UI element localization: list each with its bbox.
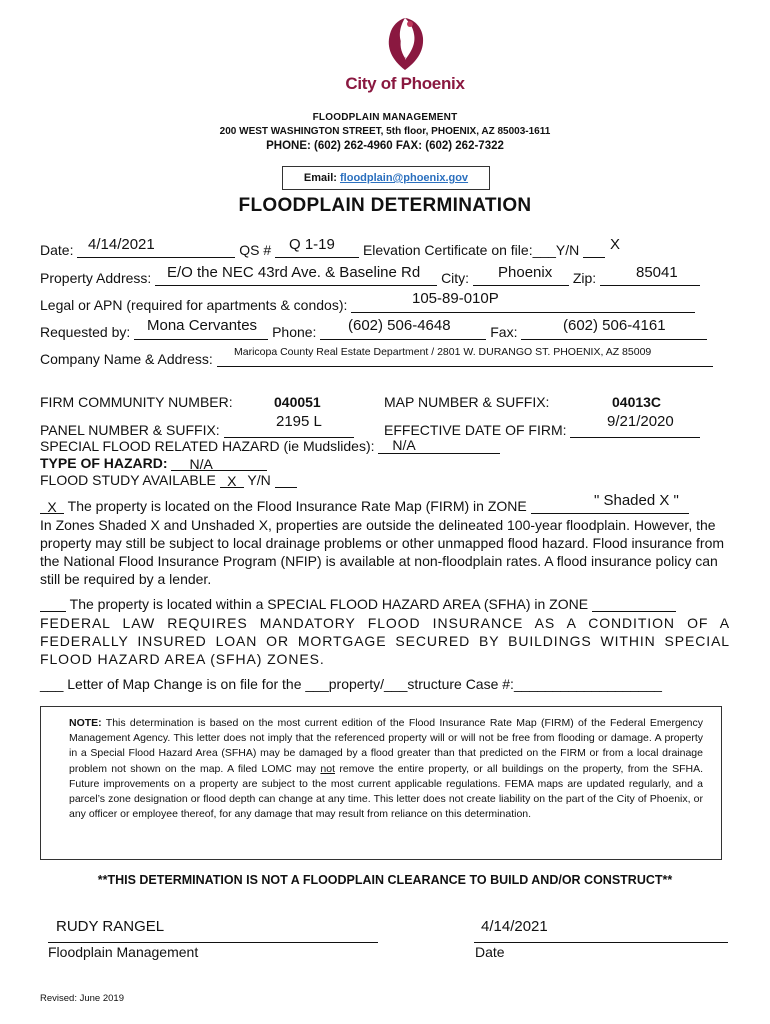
dept-phone: PHONE: (602) 262-4960 FAX: (602) 262-7322 bbox=[266, 140, 504, 152]
effective-field[interactable]: 9/21/2020 bbox=[607, 413, 674, 430]
sfha-paragraph: FEDERAL LAW REQUIRES MANDATORY FLOOD INSURANCE AS A CONDITION OF A FEDERALLY INSURED LOAN OR MORTGAGE SECURED BY BUILDINGS WITHIN SPECIAL FLOOD HAZARD AREA (SFHA) ZONES. bbox=[40, 615, 730, 667]
apn-label: Legal or APN (required for apartments & condos): bbox=[40, 297, 348, 313]
date-label: Date bbox=[475, 944, 505, 960]
signature-date: 4/14/2021 bbox=[481, 918, 548, 935]
lomc-line: ___ Letter of Map Change is on file for the ___property/___structure Case #:___________________ bbox=[40, 676, 662, 692]
signature-name: RUDY RANGEL bbox=[56, 918, 165, 935]
qs-field[interactable]: Q 1-19 bbox=[289, 236, 335, 253]
map-value: 04013C bbox=[612, 394, 662, 410]
study-suffix: Y/N bbox=[247, 472, 271, 488]
zone-row bbox=[40, 497, 689, 514]
zone-paragraph: In Zones Shaded X and Unshaded X, properties are outside the delineated 100-year floodplain. However, the property may still be subject to local drainage problems or other unmapped flood hazard. Flood insurance from the National Flood Insurance Program (NFIP) is available at non-floodplain rates. A flood insurance policy can still be required by a lender. bbox=[40, 517, 725, 587]
type-label: TYPE OF HAZARD: bbox=[40, 455, 168, 471]
date-label: Date: bbox=[40, 242, 74, 258]
map-label: MAP NUMBER & SUFFIX: bbox=[384, 394, 550, 410]
sfha-row bbox=[40, 596, 676, 612]
email-link[interactable]: floodplain@phoenix.gov bbox=[340, 172, 469, 184]
note-box bbox=[40, 706, 722, 860]
zip-label: Zip: bbox=[572, 270, 597, 286]
city-field[interactable]: Phoenix bbox=[498, 264, 553, 281]
qs-label: QS # bbox=[239, 242, 272, 258]
special-label: SPECIAL FLOOD RELATED HAZARD (ie Mudslides): bbox=[40, 438, 375, 454]
zone-check[interactable]: X bbox=[40, 499, 64, 514]
address-field[interactable]: E/O the NEC 43rd Ave. & Baseline Rd bbox=[167, 264, 421, 281]
apn-field[interactable]: 105-89-010P bbox=[412, 290, 499, 307]
page-title: FLOODPLAIN DETERMINATION bbox=[238, 195, 532, 216]
requested-field[interactable]: Mona Cervantes bbox=[147, 317, 258, 334]
note-label: NOTE: bbox=[69, 717, 102, 729]
elev-label: Elevation Certificate on file:___Y/N bbox=[362, 242, 580, 258]
city-logo bbox=[330, 14, 480, 98]
email-box bbox=[282, 166, 490, 190]
city-label: City: bbox=[441, 270, 470, 286]
community-value: 040051 bbox=[274, 394, 321, 410]
phone-field[interactable]: (602) 506-4648 bbox=[348, 317, 451, 334]
study-row bbox=[40, 472, 297, 488]
type-row bbox=[40, 455, 267, 471]
special-row bbox=[40, 437, 500, 454]
apn-row bbox=[40, 296, 695, 313]
effective-label: EFFECTIVE DATE OF FIRM: bbox=[384, 422, 567, 438]
fax-field[interactable]: (602) 506-4161 bbox=[563, 317, 666, 334]
requested-label: Requested by: bbox=[40, 324, 131, 340]
sfha-text: The property is located within a SPECIAL FLOOD HAZARD AREA (SFHA) in ZONE bbox=[69, 596, 589, 612]
date-line bbox=[474, 941, 728, 943]
panel-label: PANEL NUMBER & SUFFIX: bbox=[40, 422, 220, 438]
zone-text: The property is located on the Flood Insurance Rate Map (FIRM) in ZONE bbox=[67, 498, 527, 514]
phone-label: Phone: bbox=[272, 324, 317, 340]
panel-field[interactable]: 2195 L bbox=[276, 413, 322, 430]
clearance-notice: **THIS DETERMINATION IS NOT A FLOODPLAIN CLEARANCE TO BUILD AND/OR CONSTRUCT** bbox=[97, 873, 673, 887]
email-label: Email: bbox=[303, 172, 337, 184]
revised-note: Revised: June 2019 bbox=[40, 993, 124, 1004]
date-field[interactable]: 4/14/2021 bbox=[88, 236, 155, 253]
phoenix-bird-icon bbox=[382, 14, 428, 72]
note-text: NOTE: This determination is based on the most current edition of the Flood Insurance Rate Map (FIRM) of the Federal Emergency Management Agency. This letter does not imply that the referenced property will or will not be free from flooding or damage. A property in a Special Flood Hazard Area (SFHA) may be damaged by a flood greater than that predicted on the FIRM or from a local drainage problem not shown on the map. A filed LOMC may not remove the entire property, or all buildings on the property, from the SFHA. Future improvements on a property are subject to the most current applicable regulations. FEMA maps are updated regularly, and a parcel’s zone designation or flood depth can change at any time. This letter does not create liability on the part of the City of Phoenix, or any officer or employee thereof, for any damage that may result from reliance on this determination. bbox=[69, 717, 703, 821]
elev-field[interactable]: X bbox=[610, 236, 621, 253]
address-label: Property Address: bbox=[40, 270, 152, 286]
special-field[interactable]: N/A bbox=[378, 437, 500, 454]
zone-field[interactable]: " Shaded X " bbox=[594, 492, 679, 509]
fax-label: Fax: bbox=[490, 324, 518, 340]
signature-title: Floodplain Management bbox=[48, 944, 199, 960]
type-field[interactable]: N/A bbox=[171, 456, 267, 471]
logo-text: City of Phoenix bbox=[345, 74, 465, 93]
signature-line bbox=[48, 941, 378, 943]
dept-address: 200 WEST WASHINGTON STREET, 5th floor, PHOENIX, AZ 85003-1611 bbox=[219, 126, 551, 137]
company-field[interactable]: Maricopa County Real Estate Department / 2801 W. DURANGO ST. PHOENIX, AZ 85009 bbox=[234, 346, 652, 358]
study-label: FLOOD STUDY AVAILABLE bbox=[40, 472, 216, 488]
dept-name: FLOODPLAIN MANAGEMENT bbox=[312, 112, 458, 123]
zip-field[interactable]: 85041 bbox=[636, 264, 678, 281]
study-field[interactable]: X bbox=[220, 473, 244, 488]
community-label: FIRM COMMUNITY NUMBER: bbox=[40, 394, 233, 410]
company-label: Company Name & Address: bbox=[40, 351, 213, 367]
